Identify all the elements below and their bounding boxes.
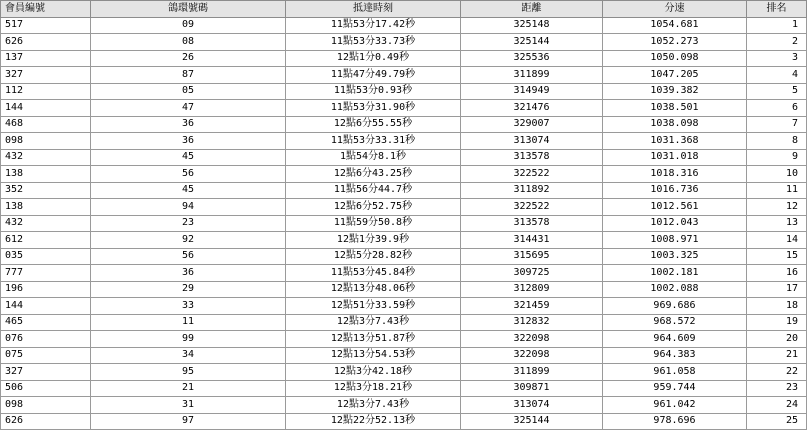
ring-number-cell: 21 [91, 380, 286, 397]
table-row[interactable] [1, 397, 807, 414]
ring-number-cell: 05 [91, 83, 286, 100]
arrival-time-cell: 11點53分31.90秒 [286, 100, 461, 117]
speed-cell: 1038.098 [603, 116, 747, 133]
arrival-time-cell: 12點13分48.06秒 [286, 281, 461, 298]
speed-cell: 1031.018 [603, 149, 747, 166]
ring-number-cell: 36 [91, 265, 286, 282]
member-id-cell: 352 [1, 182, 91, 199]
rank-cell: 24 [747, 397, 807, 414]
rank-cell: 22 [747, 364, 807, 381]
member-id-cell: 138 [1, 199, 91, 216]
rank-cell: 5 [747, 83, 807, 100]
column-header-speed[interactable]: 分速 [603, 1, 747, 18]
table-row[interactable] [1, 116, 807, 133]
distance-cell: 315695 [461, 248, 603, 265]
arrival-time-cell: 12點5分28.82秒 [286, 248, 461, 265]
rank-cell: 18 [747, 298, 807, 315]
speed-cell: 961.058 [603, 364, 747, 381]
table-row[interactable] [1, 215, 807, 232]
speed-cell: 1031.368 [603, 133, 747, 150]
member-id-cell: 076 [1, 331, 91, 348]
arrival-time-cell: 12點13分54.53秒 [286, 347, 461, 364]
table-row[interactable] [1, 67, 807, 84]
arrival-time-cell: 11點53分0.93秒 [286, 83, 461, 100]
arrival-time-cell: 1點54分8.1秒 [286, 149, 461, 166]
table-row[interactable] [1, 83, 807, 100]
ring-number-cell: 87 [91, 67, 286, 84]
distance-cell: 313578 [461, 149, 603, 166]
speed-cell: 969.686 [603, 298, 747, 315]
arrival-time-cell: 11點53分45.84秒 [286, 265, 461, 282]
ring-number-cell: 11 [91, 314, 286, 331]
ring-number-cell: 45 [91, 182, 286, 199]
member-id-cell: 098 [1, 397, 91, 414]
member-id-cell: 468 [1, 116, 91, 133]
ring-number-cell: 56 [91, 166, 286, 183]
arrival-time-cell: 11點47分49.79秒 [286, 67, 461, 84]
member-id-cell: 506 [1, 380, 91, 397]
speed-cell: 964.383 [603, 347, 747, 364]
member-id-cell: 137 [1, 50, 91, 67]
distance-cell: 322522 [461, 199, 603, 216]
distance-cell: 312832 [461, 314, 603, 331]
member-id-cell: 196 [1, 281, 91, 298]
table-row[interactable] [1, 413, 807, 430]
speed-cell: 1050.098 [603, 50, 747, 67]
table-row[interactable] [1, 298, 807, 315]
member-id-cell: 144 [1, 100, 91, 117]
arrival-time-cell: 12點6分55.55秒 [286, 116, 461, 133]
speed-cell: 1039.382 [603, 83, 747, 100]
rank-cell: 3 [747, 50, 807, 67]
distance-cell: 313074 [461, 133, 603, 150]
rank-cell: 15 [747, 248, 807, 265]
column-header-rank[interactable]: 排名 [747, 1, 807, 18]
table-row[interactable] [1, 331, 807, 348]
ring-number-cell: 09 [91, 17, 286, 34]
distance-cell: 309725 [461, 265, 603, 282]
rank-cell: 10 [747, 166, 807, 183]
member-id-cell: 465 [1, 314, 91, 331]
ring-number-cell: 47 [91, 100, 286, 117]
ring-number-cell: 33 [91, 298, 286, 315]
speed-cell: 1054.681 [603, 17, 747, 34]
ring-number-cell: 26 [91, 50, 286, 67]
rank-cell: 6 [747, 100, 807, 117]
arrival-time-cell: 11點53分17.42秒 [286, 17, 461, 34]
rank-cell: 19 [747, 314, 807, 331]
arrival-time-cell: 12點3分7.43秒 [286, 397, 461, 414]
speed-cell: 978.696 [603, 413, 747, 430]
rank-cell: 4 [747, 67, 807, 84]
column-header-ring-number[interactable]: 鴿環號碼 [91, 1, 286, 18]
speed-cell: 1018.316 [603, 166, 747, 183]
speed-cell: 1012.561 [603, 199, 747, 216]
rank-cell: 8 [747, 133, 807, 150]
member-id-cell: 075 [1, 347, 91, 364]
table-row[interactable] [1, 17, 807, 34]
speed-cell: 1002.088 [603, 281, 747, 298]
member-id-cell: 612 [1, 232, 91, 249]
ring-number-cell: 31 [91, 397, 286, 414]
rank-cell: 13 [747, 215, 807, 232]
rank-cell: 12 [747, 199, 807, 216]
rank-cell: 16 [747, 265, 807, 282]
rank-cell: 9 [747, 149, 807, 166]
member-id-cell: 517 [1, 17, 91, 34]
arrival-time-cell: 12點3分18.21秒 [286, 380, 461, 397]
member-id-cell: 432 [1, 149, 91, 166]
distance-cell: 322098 [461, 347, 603, 364]
table-row[interactable] [1, 199, 807, 216]
column-header-arrival-time[interactable]: 抵達時刻 [286, 1, 461, 18]
rank-cell: 17 [747, 281, 807, 298]
distance-cell: 314431 [461, 232, 603, 249]
distance-cell: 309871 [461, 380, 603, 397]
speed-cell: 968.572 [603, 314, 747, 331]
distance-cell: 311899 [461, 67, 603, 84]
table-body [1, 17, 807, 430]
ring-number-cell: 97 [91, 413, 286, 430]
table-row[interactable] [1, 364, 807, 381]
table-row[interactable] [1, 265, 807, 282]
distance-cell: 325536 [461, 50, 603, 67]
ring-number-cell: 29 [91, 281, 286, 298]
column-header-distance[interactable]: 距離 [461, 1, 603, 18]
member-id-cell: 432 [1, 215, 91, 232]
distance-cell: 321476 [461, 100, 603, 117]
arrival-time-cell: 12點13分51.87秒 [286, 331, 461, 348]
ring-number-cell: 92 [91, 232, 286, 249]
member-id-cell: 327 [1, 364, 91, 381]
speed-cell: 1003.325 [603, 248, 747, 265]
column-header-member-id[interactable]: 會員編號 [1, 1, 91, 18]
member-id-cell: 626 [1, 413, 91, 430]
speed-cell: 1038.501 [603, 100, 747, 117]
arrival-time-cell: 11點56分44.7秒 [286, 182, 461, 199]
table-row[interactable] [1, 50, 807, 67]
arrival-time-cell: 12點6分52.75秒 [286, 199, 461, 216]
distance-cell: 311899 [461, 364, 603, 381]
arrival-time-cell: 12點3分42.18秒 [286, 364, 461, 381]
speed-cell: 1052.273 [603, 34, 747, 51]
distance-cell: 322098 [461, 331, 603, 348]
table-row[interactable] [1, 133, 807, 150]
rank-cell: 2 [747, 34, 807, 51]
ring-number-cell: 95 [91, 364, 286, 381]
arrival-time-cell: 11點53分33.31秒 [286, 133, 461, 150]
arrival-time-cell: 12點22分52.13秒 [286, 413, 461, 430]
arrival-time-cell: 11點53分33.73秒 [286, 34, 461, 51]
table-row[interactable] [1, 182, 807, 199]
rank-cell: 1 [747, 17, 807, 34]
distance-cell: 325144 [461, 34, 603, 51]
distance-cell: 312809 [461, 281, 603, 298]
speed-cell: 1047.205 [603, 67, 747, 84]
ring-number-cell: 08 [91, 34, 286, 51]
member-id-cell: 138 [1, 166, 91, 183]
member-id-cell: 098 [1, 133, 91, 150]
table-row[interactable] [1, 314, 807, 331]
table-row[interactable] [1, 281, 807, 298]
rank-cell: 14 [747, 232, 807, 249]
arrival-time-cell: 12點6分43.25秒 [286, 166, 461, 183]
ring-number-cell: 36 [91, 116, 286, 133]
rank-cell: 7 [747, 116, 807, 133]
distance-cell: 321459 [461, 298, 603, 315]
table-row[interactable] [1, 380, 807, 397]
ring-number-cell: 94 [91, 199, 286, 216]
distance-cell: 322522 [461, 166, 603, 183]
arrival-time-cell: 12點1分39.9秒 [286, 232, 461, 249]
speed-cell: 961.042 [603, 397, 747, 414]
member-id-cell: 626 [1, 34, 91, 51]
member-id-cell: 035 [1, 248, 91, 265]
member-id-cell: 327 [1, 67, 91, 84]
distance-cell: 313074 [461, 397, 603, 414]
ring-number-cell: 56 [91, 248, 286, 265]
rank-cell: 20 [747, 331, 807, 348]
header-row [1, 1, 807, 18]
speed-cell: 1002.181 [603, 265, 747, 282]
speed-cell: 1008.971 [603, 232, 747, 249]
arrival-time-cell: 12點1分0.49秒 [286, 50, 461, 67]
table-row[interactable] [1, 34, 807, 51]
distance-cell: 325148 [461, 17, 603, 34]
member-id-cell: 777 [1, 265, 91, 282]
rank-cell: 23 [747, 380, 807, 397]
ring-number-cell: 36 [91, 133, 286, 150]
table-row[interactable] [1, 100, 807, 117]
speed-cell: 1012.043 [603, 215, 747, 232]
speed-cell: 964.609 [603, 331, 747, 348]
arrival-time-cell: 11點59分50.8秒 [286, 215, 461, 232]
distance-cell: 325144 [461, 413, 603, 430]
table-row[interactable] [1, 347, 807, 364]
table-row[interactable] [1, 232, 807, 249]
rank-cell: 11 [747, 182, 807, 199]
distance-cell: 311892 [461, 182, 603, 199]
distance-cell: 329007 [461, 116, 603, 133]
ring-number-cell: 34 [91, 347, 286, 364]
ring-number-cell: 23 [91, 215, 286, 232]
table-row[interactable] [1, 149, 807, 166]
table-row[interactable] [1, 166, 807, 183]
member-id-cell: 112 [1, 83, 91, 100]
table-row[interactable] [1, 248, 807, 265]
speed-cell: 959.744 [603, 380, 747, 397]
arrival-time-cell: 12點3分7.43秒 [286, 314, 461, 331]
distance-cell: 314949 [461, 83, 603, 100]
rank-cell: 25 [747, 413, 807, 430]
rank-cell: 21 [747, 347, 807, 364]
distance-cell: 313578 [461, 215, 603, 232]
member-id-cell: 144 [1, 298, 91, 315]
ring-number-cell: 99 [91, 331, 286, 348]
ring-number-cell: 45 [91, 149, 286, 166]
speed-cell: 1016.736 [603, 182, 747, 199]
arrival-time-cell: 12點51分33.59秒 [286, 298, 461, 315]
